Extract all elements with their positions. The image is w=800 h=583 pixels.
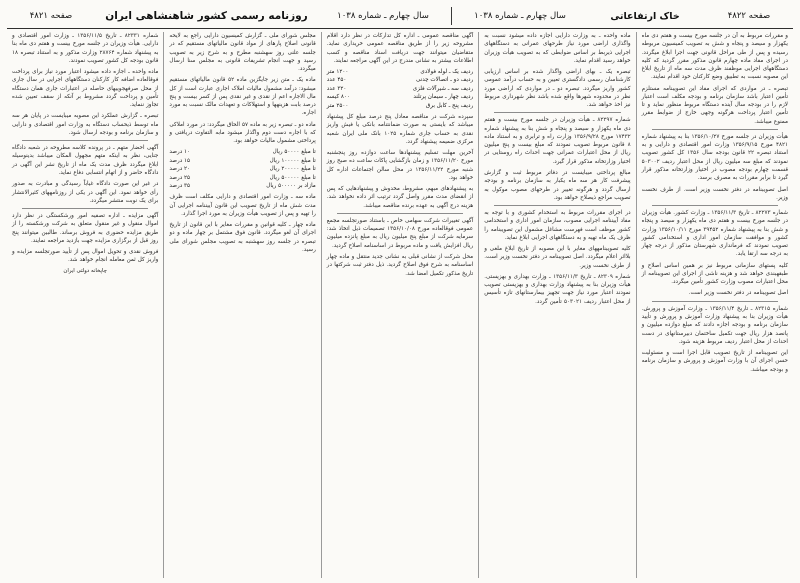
table-cell-label: ردیف چهار ـ سیمان پرتلند	[413, 94, 474, 101]
body-paragraph: در غیر این صورت دادگاه غیاباً رسیدگی و مبادرت به صدور رأی خواهد نمود. این آگهی در یکی از روزنامههای کثیرالانتشار برای یک نوبت منتشر میگردد.	[11, 181, 159, 204]
table-row	[327, 68, 473, 76]
figures-table	[169, 148, 315, 190]
body-paragraph: سپرده شرکت در مناقصه معادل پنج درصد مبلغ کل پیشنهاد میباشد که بایستی به صورت ضمانتنامه بانکی یا فیش واریز نقدی به حساب جاری شماره ۱۰۲۵ بانک ملی ایران شعبه مرکزی ضمیمه پیشنهاد گردد.	[326, 114, 474, 145]
table-row	[169, 148, 315, 156]
table-cell-label: مازاد بر ۵۰۰۰۰۰ ریال	[266, 183, 316, 190]
table-cell-label: ردیف پنج ـ کابل برق	[425, 102, 474, 109]
body-paragraph: محل شرکت از نشانی قبلی به نشانی جدید منتقل و ماده چهار اساسنامه به شرح فوق اصلاح گردید. ذیل دفتر ثبت شرکتها در تاریخ مذکور تکمیل امضا شد.	[326, 254, 474, 277]
table-cell-value: ۱۵ درصد	[169, 157, 191, 164]
column-4	[164, 32, 321, 578]
table-cell-value: ۱۲۰۰ متر	[326, 69, 349, 76]
table-cell-value: ۲۵ درصد	[169, 174, 191, 181]
table-row	[169, 165, 315, 173]
body-paragraph: آخرین مهلت تسلیم پیشنهادها ساعت دوازده روز پنجشنبه مورخ ۱۳۵۶/۱۱/۲۰ و زمان بازگشایی پاکات ساعت ده صبح روز شنبه مورخ ۱۳۵۶/۱۱/۲۲ در محل سالن اجتماعات اداره کل خواهد بود.	[326, 150, 474, 181]
body-paragraph: تبصره ـ گزارش عملکرد این مصوبه میبایست در پایان هر سه ماه توسط ذیحساب دستگاه به وزارت امور اقتصادی و دارایی و سازمان برنامه و بودجه ارسال شود.	[11, 113, 159, 136]
table-row	[169, 174, 315, 182]
page-number-left: صفحه ۴۸۲۲	[727, 11, 771, 21]
body-paragraph: اصل تصویبنامه در دفتر نخست وزیر است. از طرف نخست وزیر.	[641, 186, 788, 201]
table-cell-label: ردیف یک ـ لوله فولادی	[420, 69, 474, 76]
masthead	[7, 6, 793, 26]
body-paragraph: ماده دو ـ تبصره زیر به ماده ۵۷ الحاق میگردد: در مورد املاکی که با اجاره دست دوم واگذار میشود مابه التفاوت دریافتی و پرداختی مشمول مالیات خواهد بود.	[169, 121, 316, 145]
body-paragraph: شماره ۸۲۳۳۱ ـ تاریخ ۱۳۵۶/۱۱/۵ ـ وزارت امور اقتصادی و دارایی. هیأت وزیران در جلسه مورخ بیست و هفتم دی ماه بنا به پیشنهاد شماره ۲۸۷۶۴ وزارت مذکور و به استناد تبصره ۱۸ قانون بودجه کل کشور تصویب نمودند.	[11, 33, 159, 64]
page-number-right: صفحه ۴۸۲۱	[29, 11, 73, 21]
section-divider	[494, 112, 620, 113]
table-cell-label: ردیف سه ـ شیرآلات فلزی	[412, 85, 474, 92]
body-paragraph: آگهی مزایده ـ اداره تصفیه امور ورشکستگی در نظر دارد اموال منقول و غیر منقول متعلق به شرکت ورشکسته را از طریق مزایده حضوری به فروش برساند. طالبین میتوانند پنج روز قبل از برگزاری مزایده جهت بازدید مراجعه نمایند.	[11, 213, 159, 244]
body-paragraph: هیأت وزیران در جلسه مورخ ۱۳۵۶/۱۰/۲۷ بنا به پیشنهاد شماره ۴۸۲۱ مورخ ۱۳۵۶/۹/۱۵ وزارت امور اقتصادی و دارایی و به استناد تبصره ۲۲ قانون بودجه سال ۱۳۵۶ کل کشور تصویب نمودند که مبلغ سه میلیون ریال از محل اعتبار ردیف ۵۰۳۰۰۲ قسمت چهارم بودجه مصوب در اختیار وزارتخانه مذکور قرار گیرد تا برابر مقررات به مصرف برسد.	[641, 133, 788, 182]
table-cell-value: ۱۰ درصد	[169, 149, 191, 156]
table-row	[169, 182, 315, 190]
table-row	[327, 76, 473, 84]
section-divider	[22, 208, 148, 209]
body-paragraph: اصل تصویبنامه در دفتر نخست وزیر است.	[688, 290, 788, 297]
table-cell-value: ۲۰ درصد	[169, 166, 191, 173]
body-paragraph: آگهی تغییرات شرکت سهامی خاص ـ باستناد صورتجلسه مجمع عمومی فوقالعاده مورخ ۱۳۵۶/۱۰/۰۸ تصمیمات ذیل اتخاذ شد: سرمایه شرکت از مبلغ پنج میلیون ریال به مبلغ پانزده میلیون ریال افزایش یافت و ماده مربوط در اساسنامه اصلاح گردید.	[326, 217, 474, 249]
body-paragraph: شماره ۸۲۲۷۳ ـ تاریخ ۱۳۵۶/۱۱/۳ ـ وزارت کشور. هیأت وزیران در جلسه مورخ بیست و هفتم دی ماه یکهزار و سیصد و پنجاه و شش بنا به پیشنهاد شماره ۳۹۴۵۲ مورخ ۱۳۵۶/۱۰/۱۱ وزارت کشور و موافقت سازمان امور اداری و استخدامی کشور تصویب نمودند که فرمانداری شهرستان مذکور از درجه چهار به درجه سه ارتقا یابد.	[641, 210, 788, 258]
section-divider	[337, 213, 463, 214]
table-cell-value: ۸۰۰ کیسه	[326, 94, 350, 101]
body-paragraph: تبصره ـ در مواردی که اجرای مفاد این تصویبنامه مستلزم تأمین اعتبار باشد سازمان برنامه و بودجه مکلف است اعتبار لازم را در بودجه سال آینده دستگاه مربوط منظور نماید و تا تأمین اعتبار پرداخت هرگونه وجهی خارج از ضوابط مقرر ممنوع میباشد.	[641, 85, 788, 125]
figures-table	[327, 68, 473, 110]
table-cell-value: ۳۲۰ عدد	[326, 85, 347, 92]
imprint-note: چاپخانه دولتی ایران	[63, 267, 107, 274]
table-row	[327, 93, 473, 101]
table-cell-label: تا مبلغ ۵۰۰۰۰۰ ریال	[269, 174, 316, 181]
body-paragraph: در اجرای مقررات مربوط به استخدام کشوری و با توجه به مفاد آییننامه اجرایی مصوب، سازمان امور اداری و استخدامی کشور موظف است فهرست مشاغل مشمول این تصویبنامه را ظرف یک ماه تهیه و به دستگاههای اجرایی ابلاغ نماید.	[484, 210, 631, 241]
table-cell-value: ۴۵۰ عدد	[326, 77, 347, 84]
body-paragraph: شماره ۸۲۳۱۵ ـ تاریخ ۱۳۵۶/۱۱/۴ ـ وزارت آموزش و پرورش. هیأت وزیران بنا به پیشنهاد وزارت آموزش و پرورش و تأیید سازمان برنامه و بودجه اجازه دادند که مبلغ دوازده میلیون و پانصد هزار ریال جهت تکمیل ساختمان دبیرستانهای در دست احداث از محل اعتبار ردیف مربوط هزینه شود.	[641, 305, 788, 345]
masthead-rule	[7, 28, 793, 29]
body-paragraph: شماره ۸۲۲۹۷ ـ هیأت وزیران در جلسه مورخ بیست و هفتم دی ماه یکهزار و سیصد و پنجاه و شش بنا به پیشنهاد شماره ۱۷۴۳۲ مورخ ۱۳۵۶/۹/۲۸ وزارت راه و ترابری و به استناد ماده ۸ قانون مربوط تصویب نمودند که مبلغ بیست و پنج میلیون ریال از محل اعتبارات عمرانی جهت احداث راه روستایی در اختیار وزارتخانه مذکور قرار گیرد.	[484, 117, 631, 165]
masthead-divider	[451, 7, 452, 25]
body-paragraph: به پیشنهادهای مبهم، مشروط، مخدوش و پیشنهادهایی که پس از انقضای مدت مقرر واصل گردد ترتیب اثر داده نخواهد شد. هزینه درج آگهی به عهده برنده مناقصه میباشد.	[326, 186, 474, 209]
body-paragraph: این تصویبنامه از تاریخ تصویب قابل اجرا است و مسئولیت حسن اجرای آن با وزارت آموزش و پرورش و سازمان برنامه و بودجه میباشد.	[641, 350, 788, 373]
table-cell-label: تا مبلغ ۱۰۰۰۰۰ ریال	[269, 157, 316, 164]
table-cell-label: ردیف دو ـ اتصالات چدنی	[415, 77, 474, 84]
section-divider	[652, 301, 778, 302]
body-paragraph: ماده یک ـ متن زیر جایگزین ماده ۵۲ قانون مالیاتهای مستقیم میشود: درآمد مشمول مالیات املاک اجاری عبارت است از کل مال الاجاره اعم از نقدی و غیر نقدی پس از کسر بیست و پنج درصد بابت هزینهها و استهلاکات و تعهدات مالک نسبت به مورد اجاره.	[169, 77, 316, 117]
body-paragraph: شماره ۸۲۳۰۹ ـ تاریخ ۱۳۵۶/۱۱/۳ ـ وزارت بهداری و بهزیستی. هیأت وزیران بنا به پیشنهاد وزارت بهداری و بهزیستی تصویب نمودند اعتبار مورد نیاز جهت تجهیز بیمارستانهای تازه تأسیس از محل اعتبار ردیف ۵۰۳۰۲۱ تأمین گردد.	[484, 273, 631, 305]
body-paragraph: فروش نقدی و تحویل اموال پس از تأیید صورتجلسه مزایده و واریز کل ثمن معامله انجام خواهد شد.	[11, 249, 159, 264]
table-cell-value: ۳۵ درصد	[169, 183, 191, 190]
body-paragraph: ماده واحده ـ اجازه داده میشود اعتبار مورد نیاز برای پرداخت فوقالعاده اضافه کار کارکنان دستگاههای اجرایی در سال جاری از محل صرفهجوییهای حاصله در اعتبارات جاری همان دستگاه تأمین و پرداخت گردد مشروط بر آنکه از سقف تعیین شده تجاوز ننماید.	[11, 69, 159, 109]
body-paragraph: و مقررات مربوط به آن در جلسه مورخ بیست و هفتم دی ماه یکهزار و سیصد و پنجاه و شش به تصویب کمیسیون مربوطه رسیده و پس از طی مراحل قانونی جهت اجرا ابلاغ میگردد. در اجرای مفاد ماده چهارم قانون مذکور مقرر گردید که کلیه دستگاههای اجرایی موظفند ظرف مدت سه ماه از تاریخ ابلاغ این مصوبه نسبت به تطبیق وضع کارکنان خود اقدام نمایند.	[641, 33, 788, 81]
table-cell-label: تا مبلغ ۵۰۰۰۰ ریال	[272, 149, 316, 156]
publication-title: روزنامه رسمی کشور شاهنشاهی ایران	[105, 10, 308, 22]
column-1	[637, 32, 793, 578]
body-paragraph: مجلس شورای ملی ـ گزارش کمیسیون دارایی راجع به لایحه قانونی اصلاح پارهای از مواد قانون مالیاتهای مستقیم که در جلسه علنی روز سهشنبه مطرح و به شرح زیر به تصویب رسید و جهت انجام تشریفات قانونی به مجلس سنا ارسال میگردد.	[169, 33, 316, 73]
body-paragraph: ماده چهار ـ کلیه قوانین و مقررات مغایر با این قانون از تاریخ اجرای آن لغو میگردد. قانون فوق مشتمل بر چهار ماده و دو تبصره در جلسه روز سهشنبه به تصویب مجلس شورای ملی رسید.	[169, 222, 316, 253]
table-row	[327, 102, 473, 110]
column-container	[7, 32, 793, 578]
body-paragraph: کلیه تصویبنامههای مغایر با این مصوبه از تاریخ ابلاغ ملغی و بلااثر اعلام میگردد. اصل تصویبنامه در دفتر نخست وزیر است. از طرف نخست وزیر.	[484, 246, 631, 269]
table-row	[169, 157, 315, 165]
body-paragraph: کلیه پستهای سازمانی مربوط نیز بر همین اساس اصلاح و طبقهبندی خواهد شد و هزینه ناشی از اجرای این تصویبنامه از محل اعتبارات مصوب وزارت کشور تأمین میگردد.	[641, 262, 788, 286]
body-paragraph: آگهی مناقصه عمومی ـ اداره کل تدارکات در نظر دارد اقلام مشروحه زیر را از طریق مناقصه عمومی خریداری نماید. متقاضیان میتوانند جهت دریافت اسناد مناقصه و کسب اطلاعات بیشتر به نشانی مندرج در این آگهی مراجعه نمایند.	[326, 33, 474, 64]
date-label: سال چهارم ـ شماره ۱۰۳۸	[474, 11, 566, 21]
body-paragraph: تبصره یک ـ بهای اراضی واگذار شده بر اساس ارزیابی کارشناسان رسمی دادگستری تعیین و به حساب درآمد عمومی کشور واریز میگردد. تبصره دو ـ در مواردی که اراضی مورد نظر در محدوده شهرها واقع شده باشد نظر شهرداری مربوط نیز اخذ خواهد شد.	[484, 69, 631, 109]
body-paragraph: مبالغ پرداختی میبایست در دفاتر مربوط ثبت و گزارش پیشرفت کار هر سه ماه یکبار به سازمان برنامه و بودجه ارسال گردد و هرگونه تغییر در طرحهای مصوب موکول به تصویب مراجع ذیصلاح خواهد بود.	[484, 169, 631, 201]
table-cell-label: تا مبلغ ۲۰۰۰۰۰ ریال	[269, 166, 316, 173]
section-divider	[494, 205, 620, 206]
table-cell-value: ۲۵۰۰ متر	[326, 102, 349, 109]
issue-label: سال چهارم ـ شماره ۱۰۳۸	[337, 11, 429, 21]
table-row	[327, 85, 473, 93]
column-5	[7, 32, 164, 578]
section-divider	[652, 129, 778, 130]
section-divider	[652, 205, 778, 206]
section-title: خاک ارتفاعاتی	[610, 10, 680, 22]
column-3	[322, 32, 479, 578]
body-paragraph: آگهی احضار متهم ـ در پرونده کلاسه مطروحه در شعبه دادگاه جنایی، نظر به اینکه متهم مجهول المکان میباشد بدینوسیله ابلاغ میگردد ظرف مدت یک ماه از تاریخ نشر این آگهی در دادگاه حاضر و از اتهام انتسابی دفاع نماید.	[11, 145, 159, 176]
body-paragraph: ماده سه ـ وزارت امور اقتصادی و دارایی مکلف است ظرف مدت شش ماه از تاریخ تصویب این قانون آییننامه اجرایی آن را تهیه و پس از تصویب هیأت وزیران به مورد اجرا گذارد.	[169, 194, 316, 217]
body-paragraph: ماده واحده ـ به وزارت دارایی اجازه داده میشود نسبت به واگذاری اراضی مورد نیاز طرحهای عمرانی به دستگاههای اجرایی ذیربط بر اساس ضوابطی که به تصویب هیأت وزیران خواهد رسید اقدام نماید.	[484, 33, 631, 64]
column-2	[479, 32, 636, 578]
section-divider	[22, 140, 148, 141]
